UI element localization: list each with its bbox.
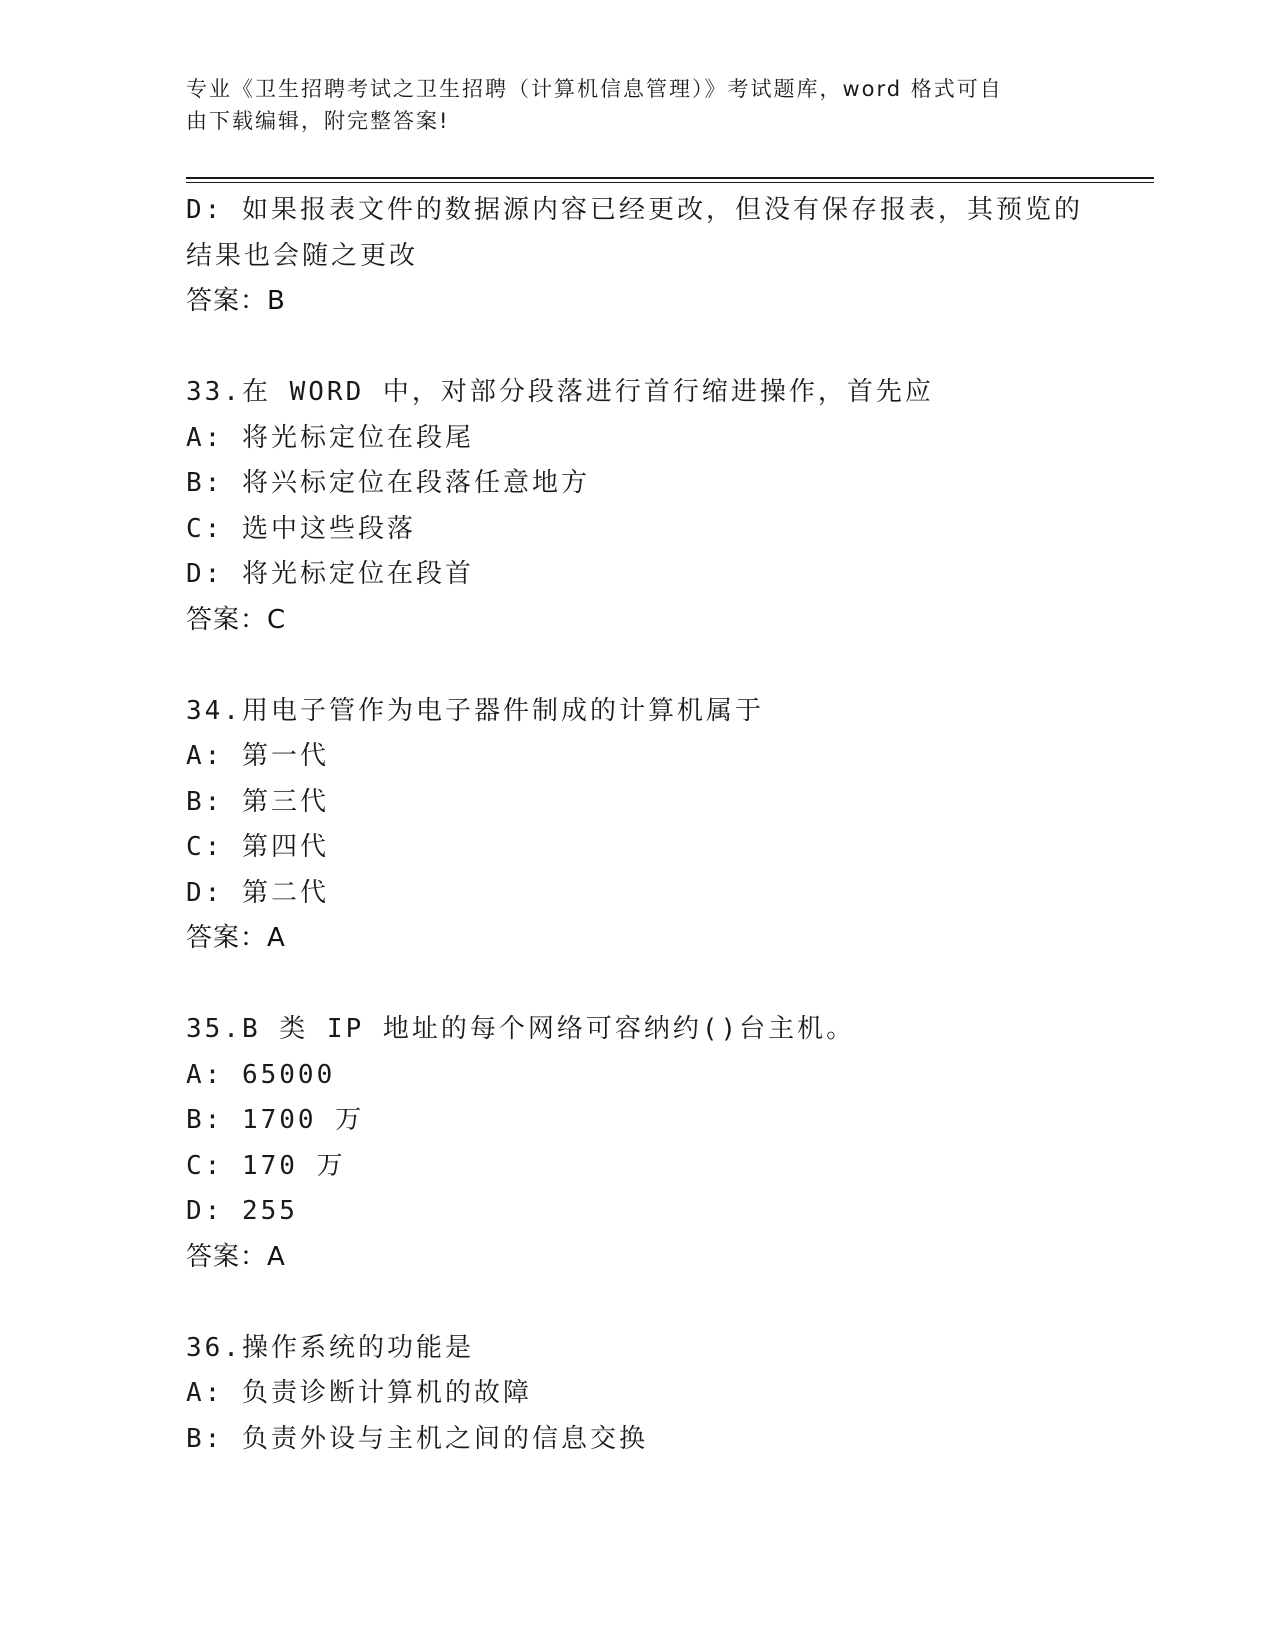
option-d: D: 255 [186, 1196, 298, 1226]
option-c: C: 选中这些段落 [186, 513, 416, 544]
option-c: C: 170 万 [186, 1150, 346, 1181]
spacer [186, 1280, 1086, 1326]
question-text: 34.用电子管作为电子器件制成的计算机属于 [186, 695, 764, 726]
question-text: 35.B 类 IP 地址的每个网络可容纳约()台主机。 [186, 1014, 856, 1044]
option-d: D: 第二代 [186, 877, 329, 908]
option-a: A: 第一代 [186, 741, 329, 771]
option-d-continued: 结果也会随之更改 [186, 240, 419, 271]
option-c: C: 第四代 [186, 832, 329, 862]
option-b: B: 第三代 [186, 786, 329, 817]
page-header [186, 73, 1066, 137]
option-d: D: 将光标定位在段首 [186, 559, 474, 589]
answer-label: 答案：C [186, 604, 287, 635]
option-b: B: 负责外设与主机之间的信息交换 [186, 1423, 648, 1454]
spacer [186, 643, 1086, 689]
answer-label: 答案：A [186, 1241, 286, 1272]
header-divider [186, 177, 1154, 183]
option-b: B: 将兴标定位在段落任意地方 [186, 468, 590, 498]
question-text: 33.在 WORD 中，对部分段落进行首行缩进操作，首先应 [186, 377, 934, 407]
answer-label: 答案：A [186, 923, 286, 953]
answer-label: 答案：B [186, 286, 286, 316]
question-34 [186, 689, 1086, 962]
option-a: A: 将光标定位在段尾 [186, 422, 474, 453]
option-a: A: 65000 [186, 1059, 336, 1090]
header-line-2: 由下载编辑，附完整答案! [186, 109, 450, 133]
question-36 [186, 1326, 1086, 1463]
spacer [186, 962, 1086, 1008]
option-a: A: 负责诊断计算机的故障 [186, 1378, 532, 1408]
option-d: D: 如果报表文件的数据源内容已经更改，但没有保存报表，其预览的 [186, 195, 1083, 225]
option-b: B: 1700 万 [186, 1105, 365, 1135]
question-list [186, 188, 1086, 1462]
question-33 [186, 370, 1086, 643]
spacer [186, 325, 1086, 371]
header-line-1: 专业《卫生招聘考试之卫生招聘（计算机信息管理）》考试题库，word 格式可自 [186, 77, 1003, 101]
question-text: 36.操作系统的功能是 [186, 1332, 474, 1363]
question-35 [186, 1007, 1086, 1280]
question-32-tail [186, 188, 1086, 325]
